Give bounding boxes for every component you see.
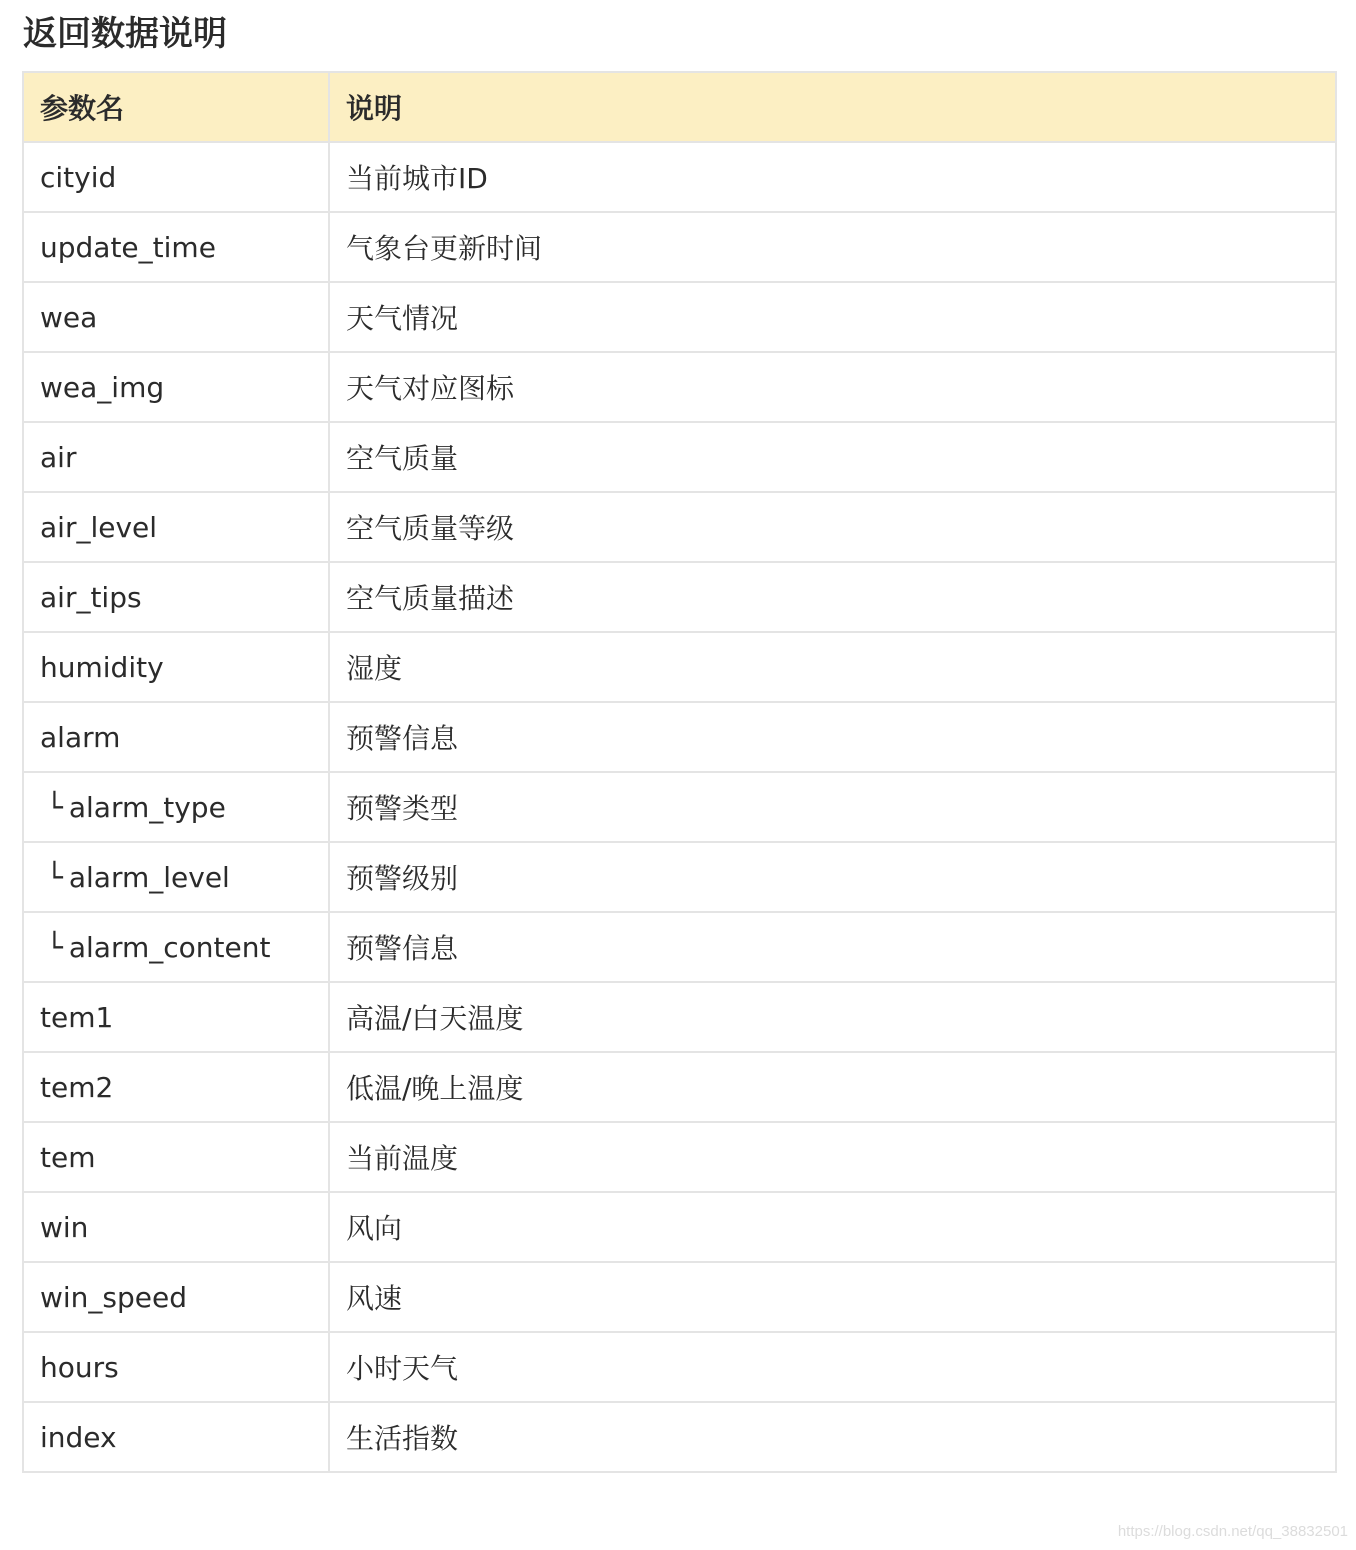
- table-row: [23, 142, 1336, 212]
- param-name-cell: [23, 912, 329, 982]
- param-name: win: [40, 1210, 89, 1244]
- table-row: [23, 1262, 1336, 1332]
- param-name-cell: [23, 982, 329, 1052]
- param-description: 低温/晚上温度: [329, 1052, 1336, 1122]
- param-name-cell: [23, 492, 329, 562]
- table-row: [23, 982, 1336, 1052]
- table-row: [23, 702, 1336, 772]
- table-row: [23, 352, 1336, 422]
- param-description: 高温/白天温度: [329, 982, 1336, 1052]
- param-description: 空气质量: [329, 422, 1336, 492]
- page-title: 返回数据说明: [23, 14, 227, 54]
- param-name: air_tips: [40, 580, 142, 614]
- param-description: 气象台更新时间: [329, 212, 1336, 282]
- child-indent-marker: └: [46, 930, 63, 964]
- table-row: [23, 842, 1336, 912]
- param-name: wea_img: [40, 370, 165, 404]
- param-description: 空气质量描述: [329, 562, 1336, 632]
- table-row: [23, 912, 1336, 982]
- param-name: humidity: [40, 650, 164, 684]
- table-row: [23, 422, 1336, 492]
- param-description: 当前城市ID: [329, 142, 1336, 212]
- param-description: 湿度: [329, 632, 1336, 702]
- param-name-cell: [23, 1332, 329, 1402]
- param-name-cell: [23, 422, 329, 492]
- param-name: alarm_type: [68, 790, 226, 824]
- table-row: [23, 1192, 1336, 1262]
- param-name: win_speed: [40, 1280, 188, 1314]
- table-row: [23, 1402, 1336, 1472]
- param-name-cell: [23, 142, 329, 212]
- param-name: air_level: [40, 510, 158, 544]
- param-name: alarm: [40, 720, 121, 754]
- param-description: 风向: [329, 1192, 1336, 1262]
- param-name: air: [40, 440, 77, 474]
- param-name-cell: [23, 562, 329, 632]
- param-name-cell: [23, 1402, 329, 1472]
- param-description: 风速: [329, 1262, 1336, 1332]
- param-name: tem1: [40, 1000, 114, 1034]
- param-description: 预警级别: [329, 842, 1336, 912]
- table-header-row: [23, 72, 1336, 142]
- param-description: 天气对应图标: [329, 352, 1336, 422]
- param-description: 天气情况: [329, 282, 1336, 352]
- param-name-cell: [23, 772, 329, 842]
- param-description: 预警信息: [329, 912, 1336, 982]
- table-row: [23, 282, 1336, 352]
- table-row: [23, 1052, 1336, 1122]
- table-body: [23, 142, 1336, 1472]
- param-name: hours: [40, 1350, 119, 1384]
- param-name: alarm_level: [68, 860, 230, 894]
- param-description: 空气质量等级: [329, 492, 1336, 562]
- table-row: [23, 212, 1336, 282]
- watermark: https://blog.csdn.net/qq_38832501: [1117, 1523, 1348, 1540]
- table-row: [23, 632, 1336, 702]
- table-row: [23, 1332, 1336, 1402]
- param-name: wea: [40, 300, 98, 334]
- param-name: tem: [40, 1140, 96, 1174]
- params-table: [22, 71, 1337, 1473]
- param-name-cell: [23, 632, 329, 702]
- table-row: [23, 492, 1336, 562]
- column-header-name: 参数名: [23, 72, 329, 142]
- param-name: cityid: [40, 160, 117, 194]
- table-row: [23, 562, 1336, 632]
- param-name-cell: [23, 282, 329, 352]
- param-name-cell: [23, 702, 329, 772]
- param-description: 预警类型: [329, 772, 1336, 842]
- param-name-cell: [23, 1192, 329, 1262]
- param-name: alarm_content: [68, 930, 271, 964]
- param-description: 生活指数: [329, 1402, 1336, 1472]
- param-name: update_time: [40, 230, 216, 264]
- param-name-cell: [23, 842, 329, 912]
- param-name-cell: [23, 1122, 329, 1192]
- param-description: 当前温度: [329, 1122, 1336, 1192]
- param-name: tem2: [40, 1070, 114, 1104]
- param-name-cell: [23, 352, 329, 422]
- param-description: 小时天气: [329, 1332, 1336, 1402]
- param-name-cell: [23, 1052, 329, 1122]
- column-header-description: 说明: [329, 72, 1336, 142]
- param-name-cell: [23, 1262, 329, 1332]
- table-row: [23, 1122, 1336, 1192]
- param-name: index: [40, 1420, 117, 1454]
- param-name-cell: [23, 212, 329, 282]
- table-row: [23, 772, 1336, 842]
- param-description: 预警信息: [329, 702, 1336, 772]
- child-indent-marker: └: [46, 860, 63, 894]
- child-indent-marker: └: [46, 790, 63, 824]
